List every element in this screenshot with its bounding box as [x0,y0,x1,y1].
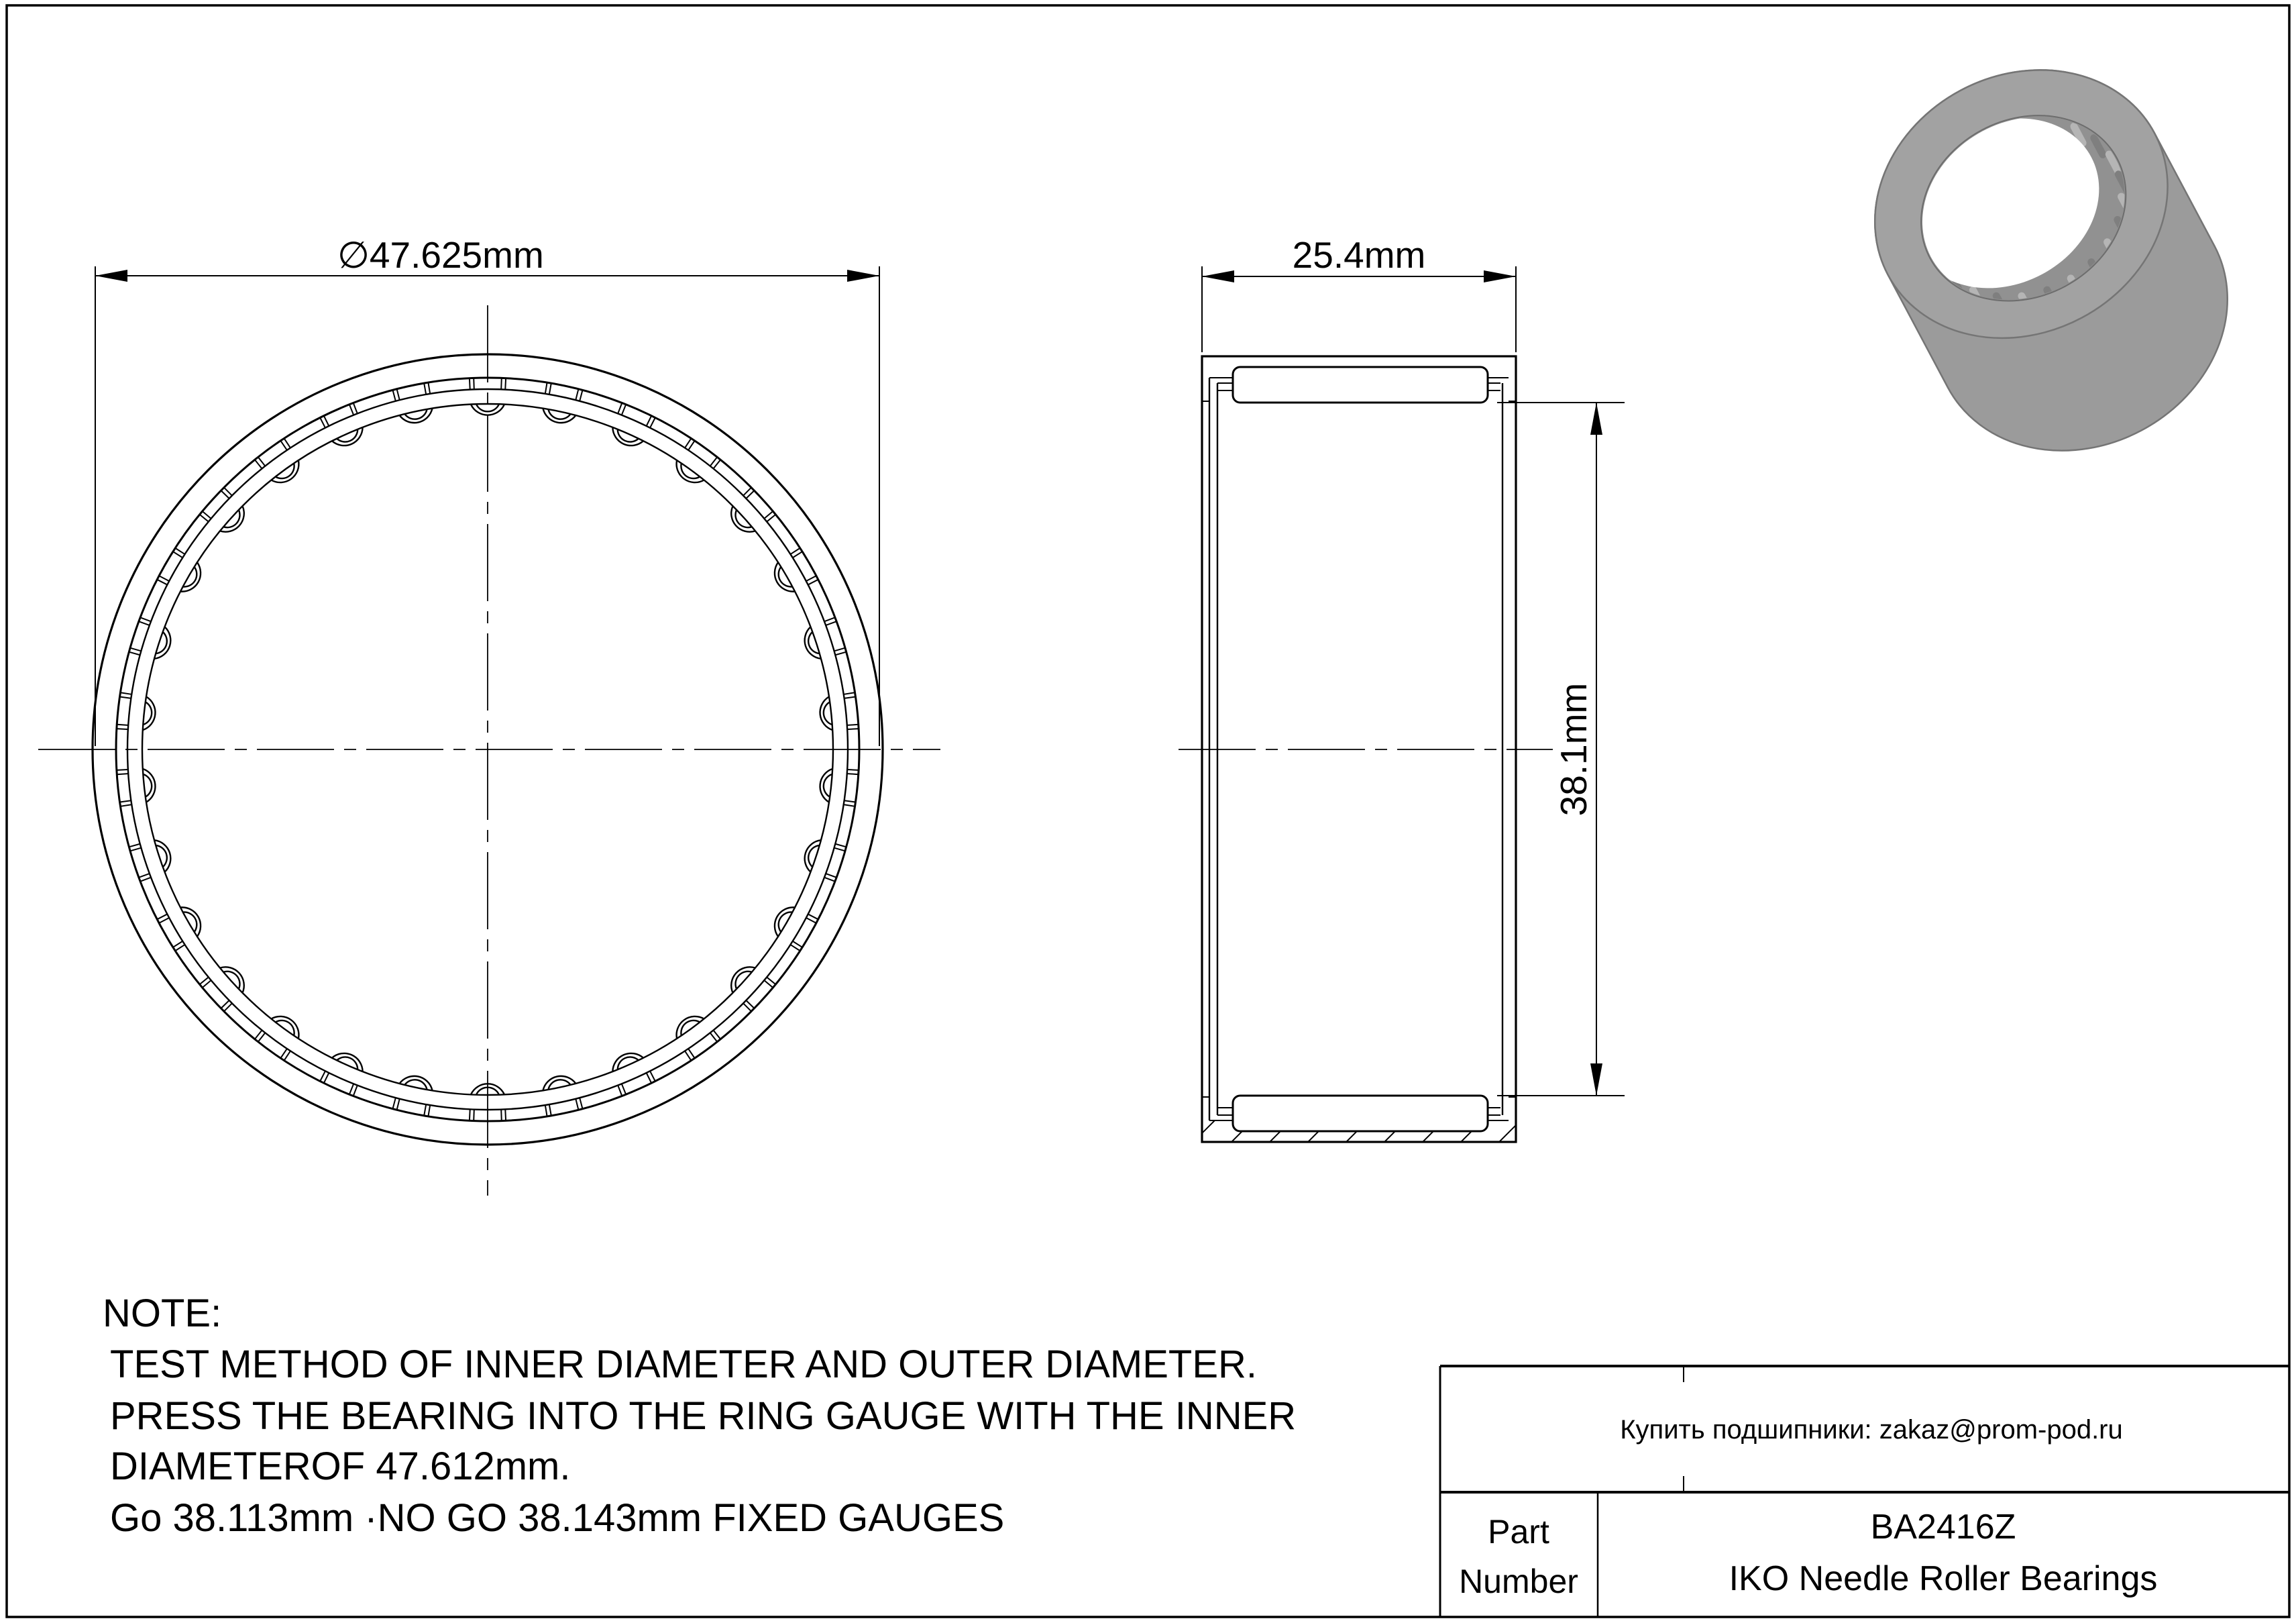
part-series-value: IKO Needle Roller Bearings [1729,1559,2158,1598]
note-line: DIAMETEROF 47.612mm. [110,1445,571,1488]
note-block [103,1292,1296,1540]
note-line: PRESS THE BEARING INTO THE RING GAUGE WITH THE INNER [110,1394,1297,1438]
part-label-line1: Part [1488,1513,1549,1551]
arrowhead-left [1202,270,1234,282]
front-view [38,305,940,1196]
contact-text: Купить подшипники: zakaz@prom-pod.ru [1620,1415,2123,1445]
part-label-line2: Number [1459,1563,1578,1600]
width-dimension-label: 25.4mm [1292,234,1426,276]
arrowhead-right [1484,270,1516,282]
width-dimension [1202,234,1516,352]
needle-roller-top [1233,367,1488,403]
note-title: NOTE: [103,1292,222,1335]
note-line: TEST METHOD OF INNER DIAMETER AND OUTER DIAMETER. [110,1343,1258,1386]
part-number-value: BA2416Z [1870,1508,2016,1547]
od-dimension-label: ∅47.625mm [337,234,544,276]
needle-roller-bottom [1233,1096,1488,1131]
bore-dimension-label: 38.1mm [1553,682,1594,817]
bearing-3d-render [1828,19,2275,501]
arrowhead-top [1590,403,1602,435]
section-hatch [1033,315,2296,1188]
arrowhead-bottom [1590,1063,1602,1096]
side-view [1033,315,2296,1188]
note-line: Go 38.113mm ·NO GO 38.143mm FIXED GAUGES [110,1496,1005,1540]
title-block [1440,1366,2289,1617]
arrowhead-right [847,270,879,282]
arrowhead-left [95,270,127,282]
